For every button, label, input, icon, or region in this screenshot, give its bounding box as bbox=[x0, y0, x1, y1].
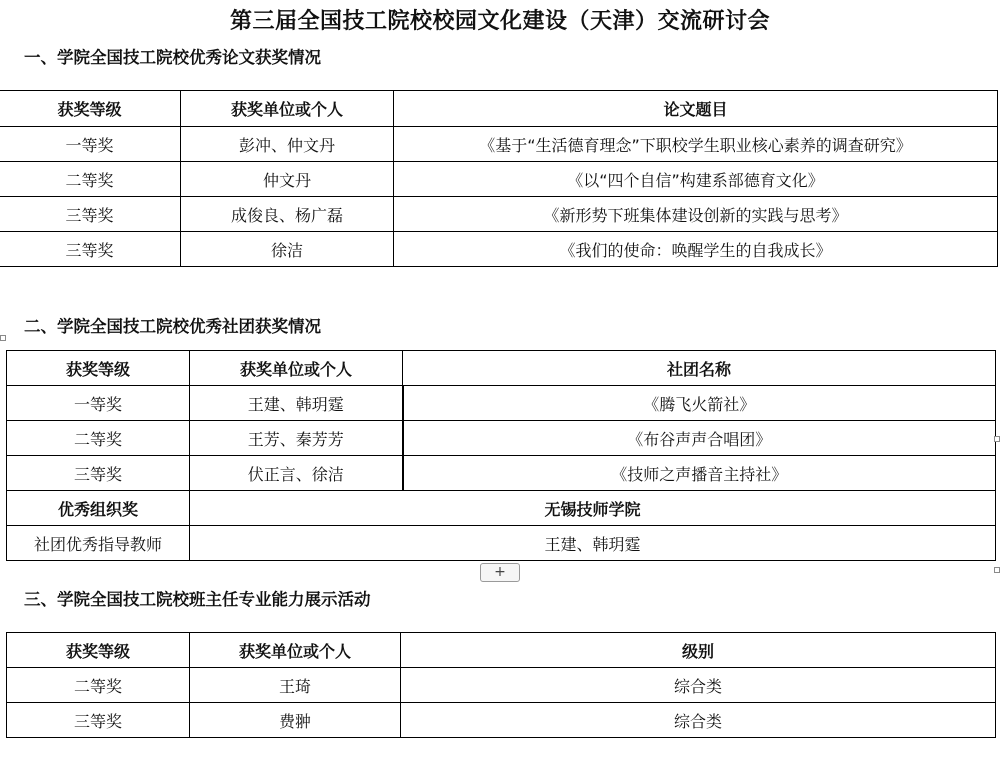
table-row bbox=[7, 668, 996, 703]
section-heading-head-teacher: 三、学院全国技工院校班主任专业能力展示活动 bbox=[24, 590, 371, 609]
table-header-row bbox=[7, 351, 996, 386]
column-header-paper-title: 论文题目 bbox=[394, 91, 998, 127]
clubs-award-table bbox=[6, 350, 996, 561]
winner-cell: 王琦 bbox=[190, 668, 401, 703]
table-move-handle[interactable] bbox=[0, 335, 6, 341]
column-header-winner: 获奖单位或个人 bbox=[190, 633, 401, 668]
club-name-cell: 《技师之声播音主持社》 bbox=[403, 456, 996, 491]
award-level-cell: 三等奖 bbox=[0, 232, 181, 267]
section-heading-clubs: 二、学院全国技工院校优秀社团获奖情况 bbox=[24, 317, 321, 336]
table-resize-handle[interactable] bbox=[994, 567, 1000, 573]
category-cell: 综合类 bbox=[401, 668, 996, 703]
add-row-button[interactable]: + bbox=[480, 563, 520, 582]
head-teacher-award-table bbox=[6, 632, 996, 738]
winner-cell: 成俊良、杨广磊 bbox=[181, 197, 394, 232]
column-header-level: 获奖等级 bbox=[7, 633, 190, 668]
document-title: 第三届全国技工院校校园文化建设（天津）交流研讨会 bbox=[229, 8, 770, 34]
winner-cell: 徐洁 bbox=[181, 232, 394, 267]
column-header-winner: 获奖单位或个人 bbox=[181, 91, 394, 127]
award-level-cell: 三等奖 bbox=[0, 197, 181, 232]
section-heading-papers: 一、学院全国技工院校优秀论文获奖情况 bbox=[24, 48, 321, 67]
table-row bbox=[7, 491, 996, 526]
column-header-club-name: 社团名称 bbox=[403, 351, 996, 386]
award-level-cell: 二等奖 bbox=[7, 668, 190, 703]
winner-cell: 王建、韩玥霆 bbox=[190, 526, 996, 561]
award-level-cell: 优秀组织奖 bbox=[7, 491, 190, 526]
winner-cell: 伏正言、徐洁 bbox=[190, 456, 403, 491]
table-header-row bbox=[7, 633, 996, 668]
column-header-category: 级别 bbox=[401, 633, 996, 668]
column-header-level: 获奖等级 bbox=[7, 351, 190, 386]
table-row bbox=[7, 456, 996, 491]
award-level-cell: 三等奖 bbox=[7, 456, 190, 491]
column-header-level: 获奖等级 bbox=[0, 91, 181, 127]
winner-cell: 彭冲、仲文丹 bbox=[181, 127, 394, 162]
table-row bbox=[0, 162, 998, 197]
paper-title-cell: 《我们的使命：唤醒学生的自我成长》 bbox=[394, 232, 998, 267]
table-row bbox=[7, 386, 996, 421]
winner-cell: 无锡技师学院 bbox=[190, 491, 996, 526]
table-resize-handle[interactable] bbox=[994, 436, 1000, 442]
table-row bbox=[0, 232, 998, 267]
winner-cell: 王芳、秦芳芳 bbox=[190, 421, 403, 456]
award-level-cell: 三等奖 bbox=[7, 703, 190, 738]
winner-cell: 仲文丹 bbox=[181, 162, 394, 197]
award-level-cell: 一等奖 bbox=[0, 127, 181, 162]
paper-title-cell: 《以“四个自信”构建系部德育文化》 bbox=[394, 162, 998, 197]
award-level-cell: 社团优秀指导教师 bbox=[7, 526, 190, 561]
award-level-cell: 二等奖 bbox=[7, 421, 190, 456]
table-row bbox=[7, 421, 996, 456]
award-level-cell: 二等奖 bbox=[0, 162, 181, 197]
table-row bbox=[7, 703, 996, 738]
table-header-row bbox=[0, 91, 998, 127]
award-level-cell: 一等奖 bbox=[7, 386, 190, 421]
table-row bbox=[0, 127, 998, 162]
winner-cell: 王建、韩玥霆 bbox=[190, 386, 403, 421]
table-row bbox=[7, 526, 996, 561]
paper-title-cell: 《基于“生活德育理念”下职校学生职业核心素养的调查研究》 bbox=[394, 127, 998, 162]
winner-cell: 费翀 bbox=[190, 703, 401, 738]
paper-title-cell: 《新形势下班集体建设创新的实践与思考》 bbox=[394, 197, 998, 232]
category-cell: 综合类 bbox=[401, 703, 996, 738]
club-name-cell: 《腾飞火箭社》 bbox=[403, 386, 996, 421]
table-row bbox=[0, 197, 998, 232]
papers-award-table bbox=[0, 90, 998, 267]
column-header-winner: 获奖单位或个人 bbox=[190, 351, 403, 386]
club-name-cell: 《布谷声声合唱团》 bbox=[403, 421, 996, 456]
